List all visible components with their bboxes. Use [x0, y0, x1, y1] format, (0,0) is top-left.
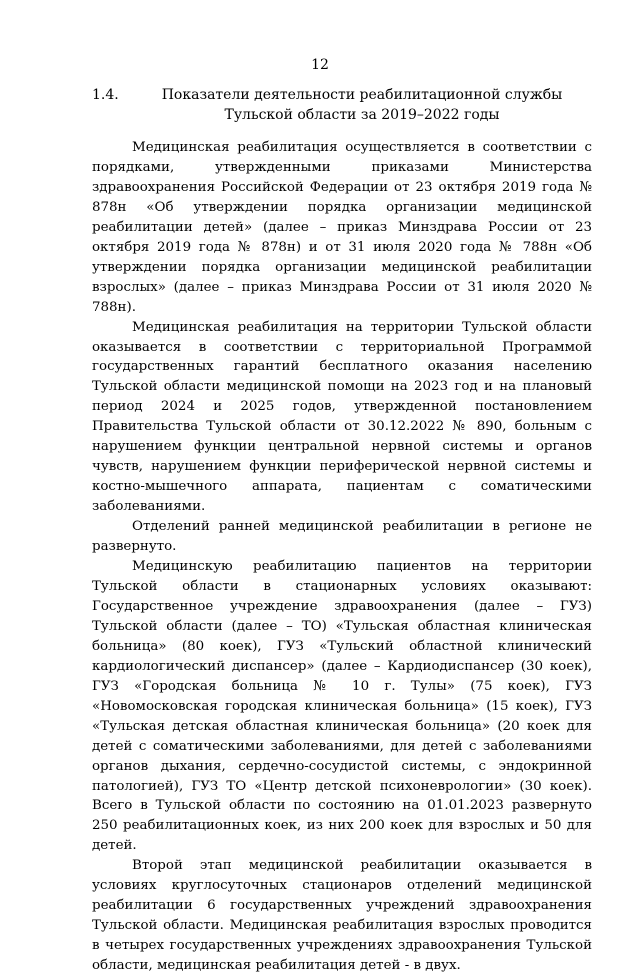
paragraph-rehab-territory: Медицинская реабилитация на территории Тульской области оказывается в соответствии с территориальной Программой государственных гарантий бесплатного оказания населению Тульской области медицинской помощи на 2023 год и на плановый период 2024 и 2025 годов, утвержденной постановлением Правительства Тульской области от 30.12.2022 № 890, больным с нарушением функции центральной нервной системы и органов чувств, нарушением функции периферической нервной системы и костно-мышечного аппарата, пациентам с соматическими заболеваниями.	[92, 319, 592, 515]
paragraph-inpatient-rehab: Медицинскую реабилитацию пациентов на территории Тульской области в стационарных условиях оказывают: Государственное учреждение здравоохранения (далее – ГУЗ) Тульской области (далее – ТО) «Тульская областная клиническая больница» (80 коек), ГУЗ «Тульский областной клинический кардиологический диспансер» (далее – Кардиодиспансер (30 коек), ГУЗ «Городская больница № 10 г. Тулы» (75 коек), ГУЗ «Новомосковская городская клиническая больница» (15 коек), ГУЗ «Тульская детская областная клиническая больница» (20 коек для детей с соматическими заболеваниями, для детей с заболеваниями органов дыхания, сердечно-сосудистой системы, с эндокринной патологией), ГУЗ ТО «Центр детской психоневрологии» (30 коек). Всего в Тульской области по состоянию на 01.01.2023 развернуто 250 реабилитационных коек, из них 200 коек для взрослых и 50 для детей.	[92, 559, 592, 854]
section-heading	[92, 85, 592, 125]
section-title: Показатели деятельности реабилитационной службы Тульской области за 2019–2022 годы	[161, 87, 563, 123]
body-text	[92, 138, 592, 976]
section-number: 1.4.	[92, 87, 119, 103]
paragraph-early-rehab: Отделений ранней медицинской реабилитации в регионе не развернуто.	[92, 519, 592, 555]
paragraph-second-stage: Второй этап медицинской реабилитации оказывается в условиях круглосуточных стационаров отделений медицинской реабилитации 6 государственных учреждений здравоохранения Тульской области. Медицинская реабилитация взрослых проводится в четырех государственных учреждениях здравоохранения Тульской области, медицинская реабилитация детей - в двух.	[92, 858, 592, 974]
page-number: 12	[311, 57, 329, 73]
paragraph-rehab-orders: Медицинская реабилитация осуществляется в соответствии с порядками, утвержденными приказами Министерства здравоохранения Российской Федерации от 23 октября 2019 года № 878н «Об утверждении порядка организации медицинской реабилитации детей» (далее – приказ Минздрава России от 23 октября 2019 года № 878н) и от 31 июля 2020 года № 788н «Об утверждении порядка организации медицинской реабилитации взрослых» (далее – приказ Минздрава России от 31 июля 2020 № 788н).	[92, 140, 592, 315]
